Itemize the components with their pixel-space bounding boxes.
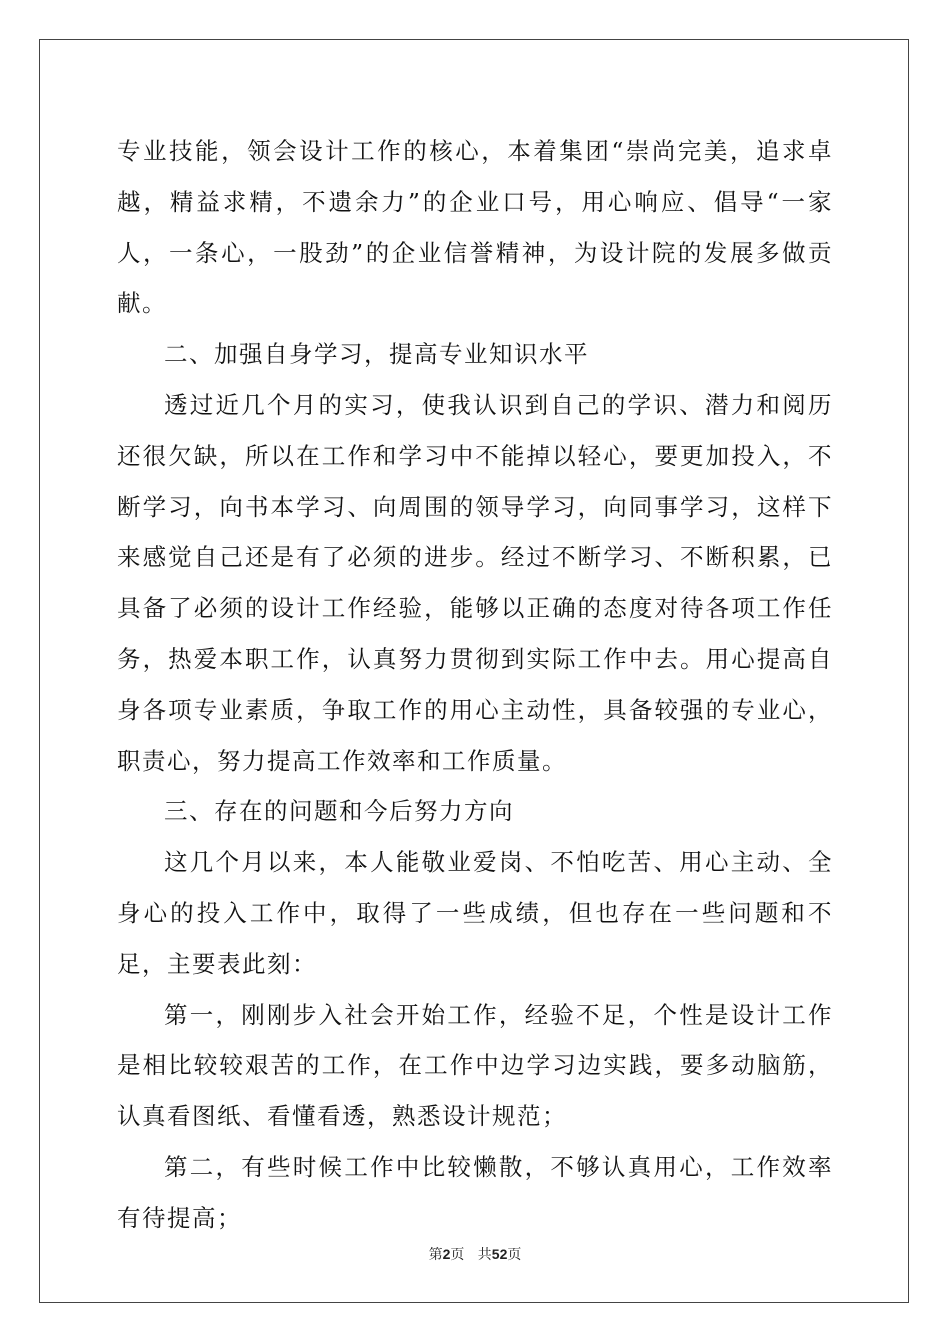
section-heading-2: 二、加强自身学习，提高专业知识水平 (164, 340, 589, 369)
footer-page-prefix: 第 (428, 1247, 443, 1263)
footer-total-suffix: 页 (507, 1247, 522, 1263)
page-footer (0, 1244, 950, 1265)
footer-total-prefix: 共 (477, 1247, 492, 1263)
paragraph-6: 第一，刚刚步入社会开始工作，经验不足，个性是设计工作是相比较较艰苦的工作，在工作中边学习边实践，要多动脑筋，认真看图纸、看懂看透，熟悉设计规范； (117, 1000, 833, 1131)
paragraph-3: 透过近几个月的实习，使我认识到自己的学识、潜力和阅历还很欠缺，所以在工作和学习中不能掉以轻心，要更加投入，不断学习，向书本学习、向周围的领导学习，向同事学习，这样下来感觉自己还是有了必须的进步。经过不断学习、不断积累，已具备了必须的设计工作经验，能够以正确的态度对待各项工作任务，热爱本职工作，认真努力贯彻到实际工作中去。用心提高自身各项专业素质，争取工作的用心主动性，具备较强的专业心，职责心，努力提高工作效率和工作质量。 (117, 390, 833, 775)
footer-total-pages: 52 (491, 1246, 508, 1262)
paragraph-7: 第二，有些时候工作中比较懒散，不够认真用心，工作效率有待提高； (117, 1152, 833, 1232)
document-body (117, 126, 833, 1244)
footer-page-suffix: 页 (450, 1247, 465, 1263)
section-heading-3: 三、存在的问题和今后努力方向 (164, 797, 514, 826)
paragraph-1: 专业技能，领会设计工作的核心，本着集团“崇尚完美，追求卓越，精益求精，不遗余力”的企业口号，用心响应、倡导“一家人，一条心，一股劲”的企业信誉精神，为设计院的发展多做贡献。 (117, 137, 833, 318)
footer-page-number: 2 (442, 1246, 451, 1262)
paragraph-5: 这几个月以来，本人能敬业爱岗、不怕吃苦、用心主动、全身心的投入工作中，取得了一些成绩，但也存在一些问题和不足，主要表此刻： (117, 848, 833, 978)
